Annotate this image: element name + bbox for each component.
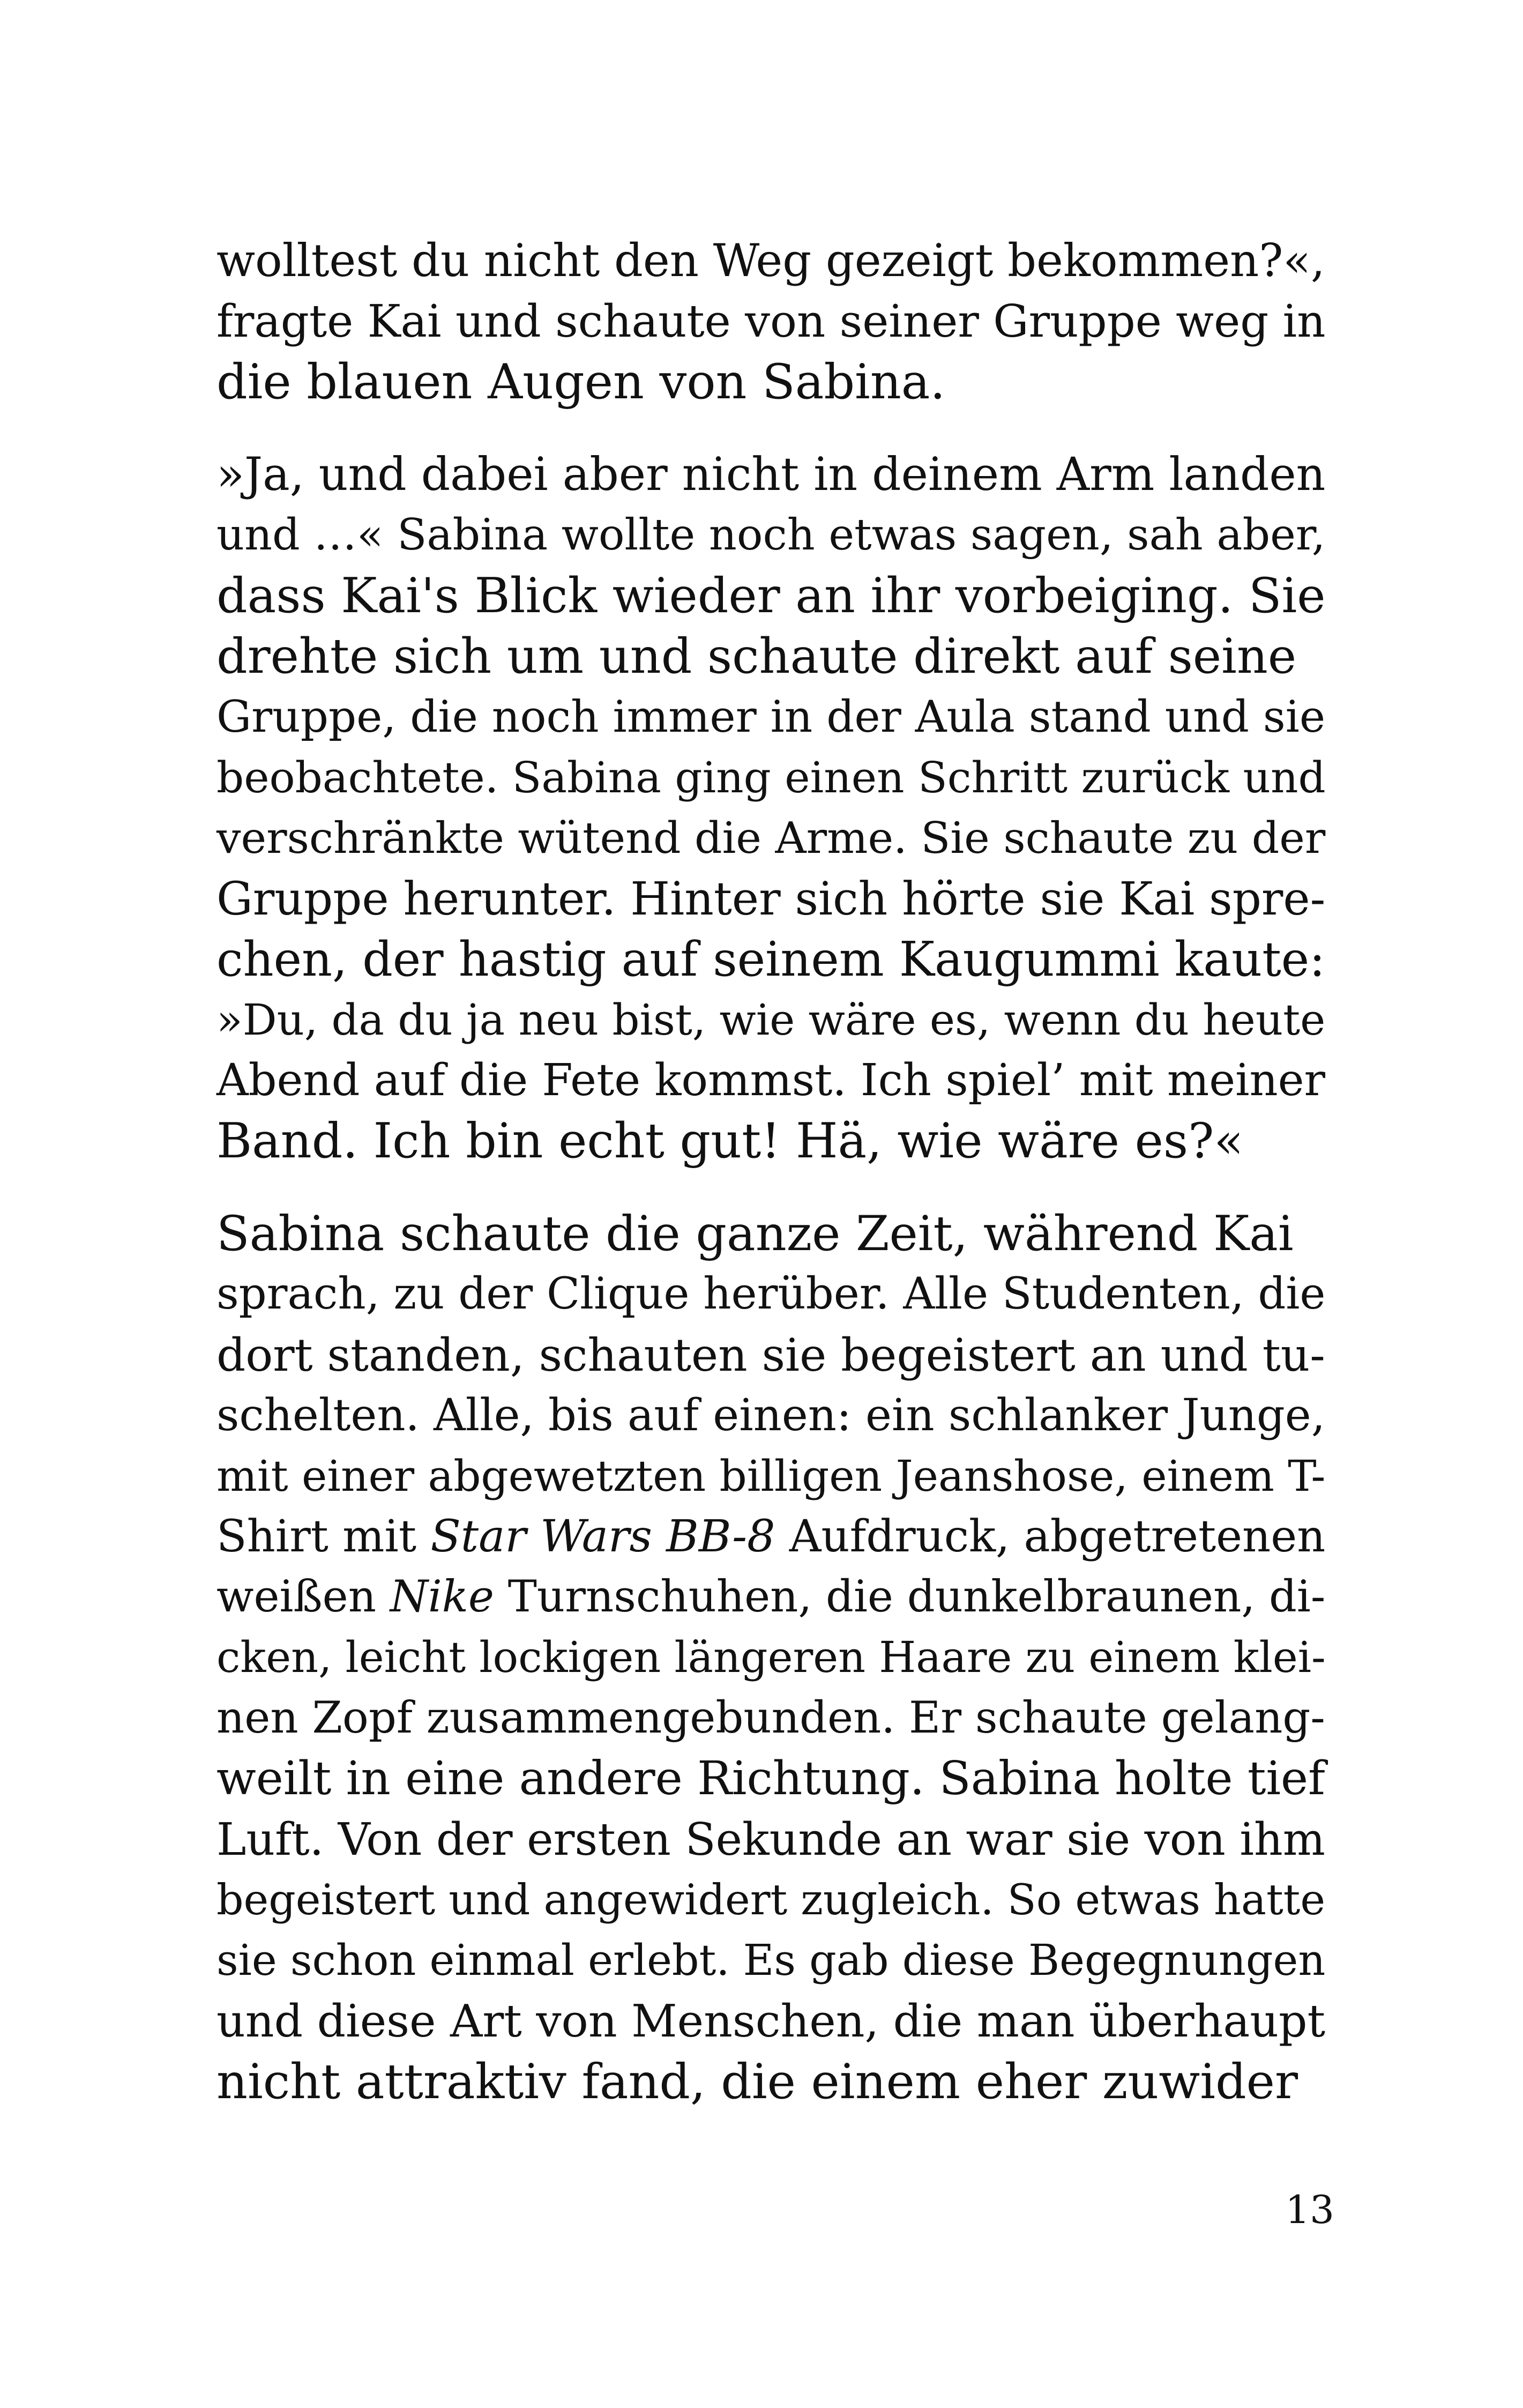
text-run: die blauen Augen von Sabina. bbox=[216, 354, 946, 410]
text-line bbox=[216, 990, 1331, 1050]
text-line bbox=[216, 2052, 1331, 2112]
text-line bbox=[216, 1991, 1331, 2052]
text-run: »Ja, und dabei aber nicht in deinem Arm landen bbox=[216, 448, 1326, 501]
text-run: fragte Kai und schaute von seiner Gruppe weg in bbox=[216, 295, 1326, 347]
text-run: begeistert und angewidert zugleich. So etwas hatte bbox=[216, 1875, 1326, 1924]
text-run: verschränkte wütend die Arme. Sie schaute zu der bbox=[216, 813, 1326, 863]
text-run: nicht attraktiv fand, die einem eher zuwider bbox=[216, 2054, 1298, 2110]
text-line bbox=[216, 231, 1331, 291]
text-line bbox=[216, 626, 1331, 687]
paragraph bbox=[216, 1203, 1331, 2112]
text-line bbox=[216, 1809, 1331, 1870]
text-line bbox=[216, 1749, 1331, 1809]
text-line bbox=[216, 566, 1331, 626]
paragraph bbox=[216, 444, 1331, 1171]
text-line bbox=[216, 1203, 1331, 1264]
text-run: dass Kai's Blick wieder an ihr vorbeiging. Sie bbox=[216, 568, 1326, 624]
text-line bbox=[216, 1050, 1331, 1111]
text-run: nen Zopf zusammengebunden. Er schaute gelang- bbox=[216, 1693, 1325, 1743]
text-run: wolltest du nicht den Weg gezeigt bekommen?«, bbox=[216, 234, 1325, 287]
text-run: weißen bbox=[216, 1572, 390, 1622]
text-line bbox=[216, 929, 1331, 990]
text-run: und …« Sabina wollte noch etwas sagen, sah aber, bbox=[216, 510, 1326, 560]
text-run: Shirt mit bbox=[216, 1511, 431, 1562]
text-run: Abend auf die Fete kommst. Ich spiel’ mit meiner bbox=[216, 1054, 1326, 1106]
text-line bbox=[216, 1567, 1331, 1627]
text-run: sprach, zu der Clique herüber. Alle Studenten, die bbox=[216, 1269, 1326, 1319]
text-line bbox=[216, 291, 1331, 352]
text-line bbox=[216, 1325, 1331, 1385]
text-line bbox=[216, 1870, 1331, 1930]
text-line bbox=[216, 1506, 1331, 1567]
text-run: drehte sich um und schaute direkt auf seine bbox=[216, 628, 1297, 685]
text-line bbox=[216, 1688, 1331, 1749]
text-line bbox=[216, 868, 1331, 929]
page-number: 13 bbox=[1285, 2187, 1334, 2232]
text-line bbox=[216, 687, 1331, 747]
text-run: Turnschuhen, die dunkelbraunen, di- bbox=[494, 1572, 1326, 1622]
text-run: cken, leicht lockigen längeren Haare zu einem klei- bbox=[216, 1633, 1326, 1682]
italic-brand: Nike bbox=[390, 1572, 494, 1622]
text-line bbox=[216, 1111, 1331, 1171]
italic-title: Star Wars BB-8 bbox=[430, 1511, 775, 1562]
text-run: schelten. Alle, bis auf einen: ein schlanker Junge, bbox=[216, 1389, 1325, 1441]
text-line bbox=[216, 444, 1331, 505]
text-run: weilt in eine andere Richtung. Sabina holte tief bbox=[216, 1752, 1325, 1805]
text-run: Gruppe herunter. Hinter sich hörte sie Kai spre- bbox=[216, 872, 1326, 925]
text-run: und diese Art von Menschen, die man überhaupt bbox=[216, 1995, 1326, 2047]
text-line bbox=[216, 1264, 1331, 1325]
text-run: sie schon einmal erlebt. Es gab diese Begegnungen bbox=[216, 1936, 1326, 1985]
text-run: Luft. Von der ersten Sekunde an war sie von ihm bbox=[216, 1814, 1325, 1866]
text-line bbox=[216, 352, 1331, 412]
text-line bbox=[216, 1446, 1331, 1506]
text-run: mit einer abgewetzten billigen Jeanshose, einem T- bbox=[216, 1451, 1326, 1501]
text-run: Aufdruck, abgetretenen bbox=[775, 1511, 1326, 1562]
text-run: Band. Ich bin echt gut! Hä, wie wäre es?« bbox=[216, 1113, 1244, 1169]
text-run: Gruppe, die noch immer in der Aula stand und sie bbox=[216, 692, 1326, 742]
text-run: dort standen, schauten sie begeistert an und tu- bbox=[216, 1328, 1325, 1381]
text-line bbox=[216, 1385, 1331, 1446]
paragraph bbox=[216, 231, 1331, 412]
text-line bbox=[216, 1930, 1331, 1991]
text-line bbox=[216, 747, 1331, 808]
text-line bbox=[216, 1627, 1331, 1688]
text-line bbox=[216, 505, 1331, 566]
body-text bbox=[216, 231, 1331, 2112]
text-line bbox=[216, 808, 1331, 868]
text-run: beobachtete. Sabina ging einen Schritt zurück und bbox=[216, 753, 1326, 802]
text-run: Sabina schaute die ganze Zeit, während Kai bbox=[216, 1206, 1294, 1262]
text-run: »Du, da du ja neu bist, wie wäre es, wenn du heute bbox=[216, 995, 1326, 1045]
text-run: chen, der hastig auf seinem Kaugummi kaute: bbox=[216, 932, 1325, 987]
